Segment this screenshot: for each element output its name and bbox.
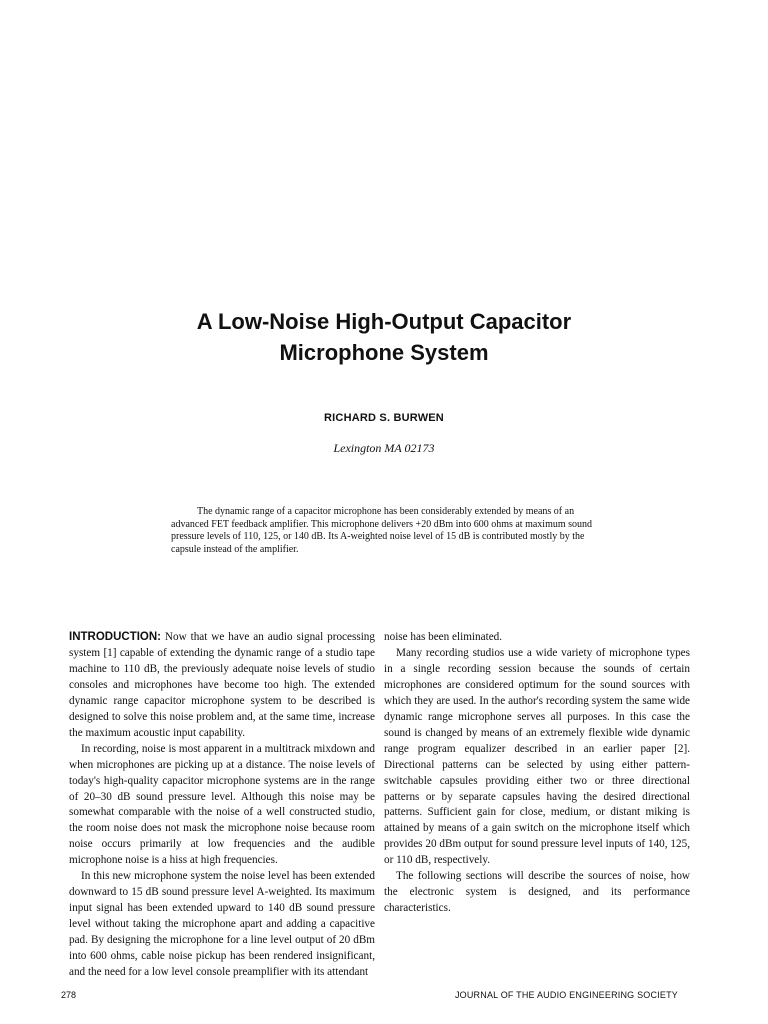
body-column-right <box>384 630 690 917</box>
body-paragraph-2: In recording, noise is most apparent in a multitrack mixdown and when microphones are picking up at a distance. The noise levels of today's high-quality capacitor microphone systems are in the range of 20–30 dB sound pressure level. Although this noise may be somewhat comparable with the noise of a well constructed studio, the room noise does not mask the microphone noise because room noise occurs primarily at low frequencies and the audible microphone noise is a hiss at high frequencies. <box>69 742 375 867</box>
body-column-left <box>69 630 375 981</box>
body-paragraph-3-start: In this new microphone system the noise level has been extended downward to 15 dB sound pressure level A-weighted. Its maximum input signal has been extended upward to 140 dB sound pressure level without taking the microphone apart and adding a capacitive pad. By designing the microphone for a line level output of 20 dBm into 600 ohms, cable noise pickup has been rendered insignificant, and the need for a low level console preamplifier with its attendant <box>69 870 375 979</box>
journal-name: JOURNAL OF THE AUDIO ENGINEERING SOCIETY <box>454 990 678 1000</box>
article-title-line-2: Microphone System <box>279 340 489 365</box>
body-paragraph-3: noise has been eliminated. <box>384 631 503 643</box>
intro-heading: INTRODUCTION: <box>69 631 161 643</box>
article-title <box>0 306 768 368</box>
body-paragraph-4: Many recording studios use a wide variety of microphone types in a single recording session because the sounds of certain microphones are considered optimum for the sound sources with which they are used. In the author's recording system the same wide dynamic range microphone serves all purposes. In this case the sound is changed by means of an extremely flexible wide dynamic range program equalizer described in an earlier paper [2]. Directional patterns can be selected by using either pattern-switchable capsules providing either two or three directional patterns or by separate capsules having the desired directional patterns. Sufficient gain for close, medium, or distant miking is attained by means of a gain switch on the microphone itself which provides 20 dBm output for sound pressure level inputs of 140, 125, or 110 dB, respectively. <box>384 646 690 867</box>
abstract-text: The dynamic range of a capacitor microphone has been considerably extended by means of an advanced FET feedback amplifier. This microphone delivers +20 dBm into 600 ohms at maximum sound pressure levels of 110, 125, or 140 dB. Its A-weighted noise level of 15 dB is contributed mostly by the capsule instead of the amplifier. <box>171 506 593 555</box>
author-name: RICHARD S. BURWEN <box>324 412 444 424</box>
abstract <box>171 506 599 556</box>
intro-text: Now that we have an audio signal processing system [1] capable of extending the dynamic range of a studio tape machine to 110 dB, the previously adequate noise levels of studio consoles and microphones have become too high. The extended dynamic range capacitor microphone system to be described is designed to solve this noise problem and, at the same time, increase the maximum acoustic input capability. <box>69 631 375 739</box>
author-affiliation: Lexington MA 02173 <box>333 441 435 455</box>
intro-paragraph <box>69 630 375 742</box>
article-title-line-1: A Low-Noise High-Output Capacitor <box>196 309 572 334</box>
body-paragraph-5: The following sections will describe the sources of noise, how the electronic system is designed, and its performance characteristics. <box>384 870 690 915</box>
page-number: 278 <box>61 990 77 1000</box>
